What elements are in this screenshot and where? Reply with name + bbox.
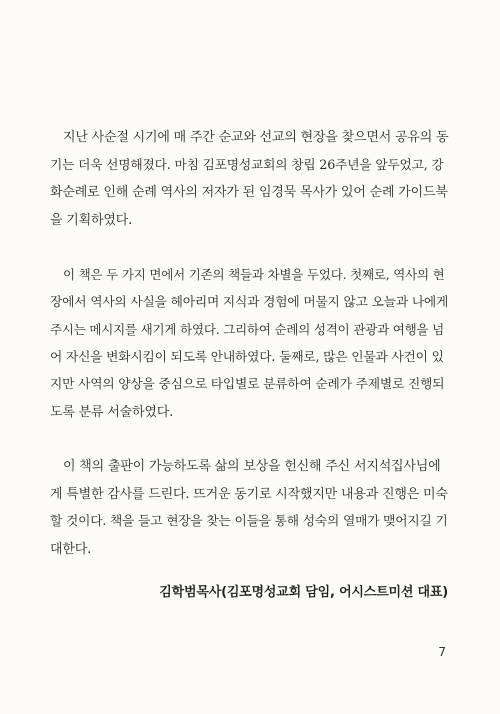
text-line: 화순례로 인해 순례 역사의 저자가 된 임경묵 목사가 있어 순례 가이드북 [50, 185, 448, 200]
page-number: 7 [438, 645, 446, 659]
text-line: 지만 사역의 양상을 중심으로 타입별로 분류하여 순례가 주제별로 진행되 [50, 377, 445, 392]
author-signature: 김학범목사(김포명성교회 담임, 어시스트미션 대표) [159, 585, 448, 600]
text-line: 장에서 역사의 사실을 헤아리며 지식과 경험에 머물지 않고 오늘과 나에게 [50, 294, 449, 310]
preface-body [50, 124, 450, 590]
text-line: 주시는 메시지를 새기게 하였다. 그리하여 순례의 성격이 관광과 여행을 넘 [50, 322, 444, 337]
text-line: 할 것이다. 책을 들고 현장을 찾는 이들을 통해 성숙의 열매가 맺어지길 기 [50, 514, 448, 529]
text-line: 지난 사순절 시기에 매 주간 순교와 선교의 현장을 찾으면서 공유의 동 [63, 130, 449, 145]
text-line: 이 책의 출판이 가능하도록 삶의 보상을 헌신해 주신 서지석집사님에 [63, 459, 441, 474]
text-line: 도록 분류 서술하였다. [50, 404, 174, 420]
paragraph-1 [50, 124, 450, 234]
text-line: 게 특별한 감사를 드린다. 뜨거운 동기로 시작했지만 내용과 진행은 미숙 [50, 486, 448, 502]
text-line: 기는 더욱 선명해졌다. 마침 김포명성교회의 창립 26주년을 앞두었고, 강 [50, 157, 444, 173]
text-line: 어 자신을 변화시킴이 되도록 안내하였다. 둘째로, 많은 인물과 사건이 있 [50, 349, 444, 365]
text-line: 을 기획하였다. [50, 212, 133, 228]
paragraph-2 [50, 261, 450, 426]
text-line: 이 책은 두 가지 면에서 기존의 책들과 차별을 두었다. 첫째로, 역사의 현 [63, 267, 445, 282]
text-line: 대한다. [50, 541, 92, 557]
paragraph-3 [50, 453, 450, 563]
